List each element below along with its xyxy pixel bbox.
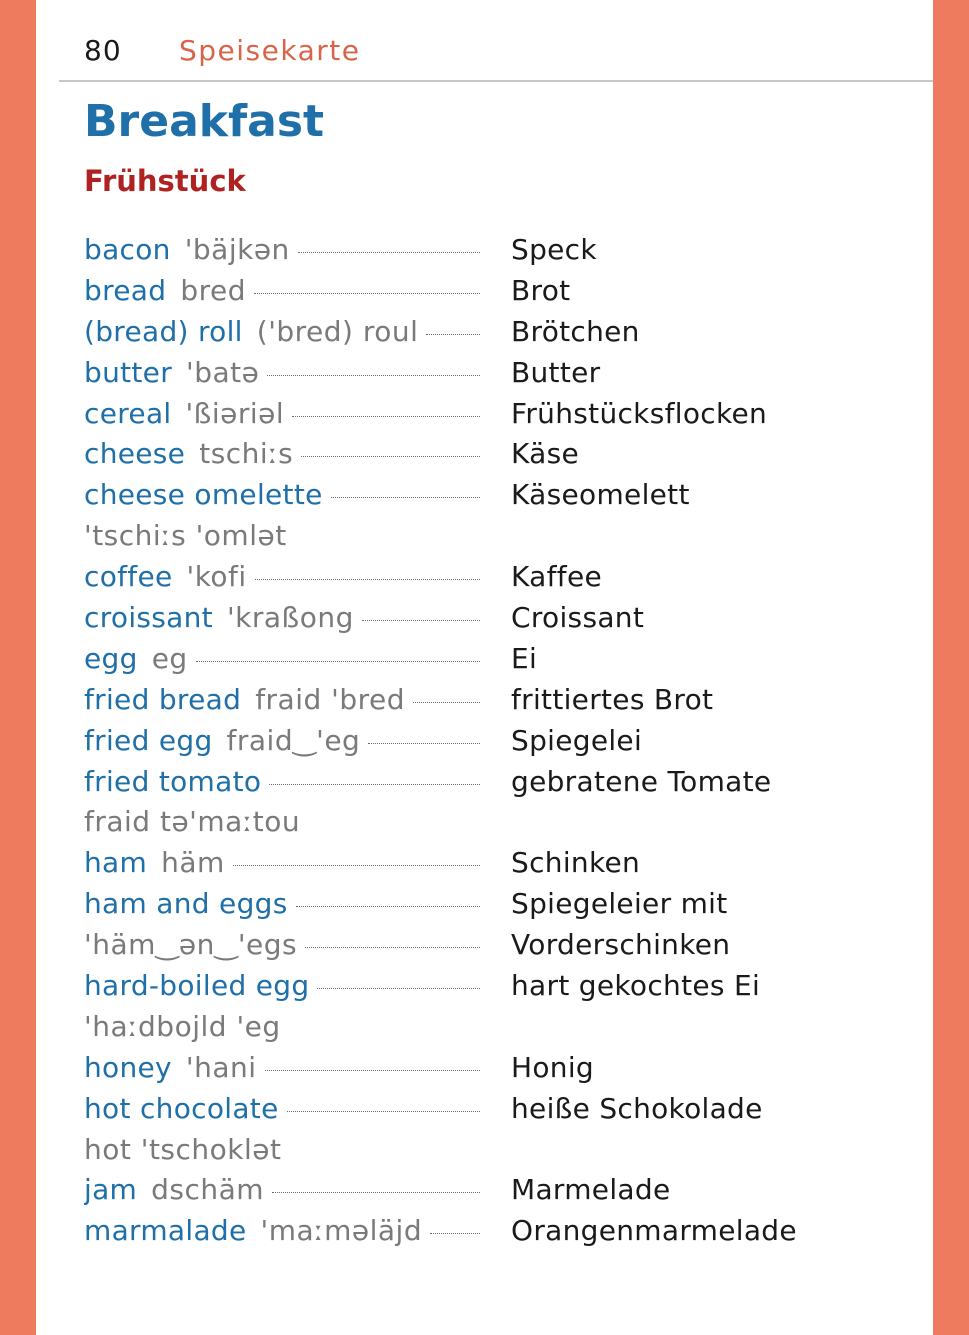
german-translation: Spiegelei [511,723,643,757]
dotted-leader [287,1110,480,1112]
english-term: cereal [84,396,172,430]
dotted-leader [265,1069,480,1071]
vocab-row [84,557,924,598]
english-column [84,475,480,515]
english-column [84,884,480,924]
english-column [84,230,480,270]
dotted-leader [272,1191,480,1193]
dotted-leader [368,742,480,744]
english-column [84,925,480,965]
german-translation: Käseomelett [511,478,690,512]
dotted-leader [331,496,480,498]
dotted-leader [292,415,480,417]
pronunciation: 'batə [186,355,260,389]
page-subtitle: Frühstück [84,164,246,198]
english-term: fried tomato [84,764,262,798]
german-translation: gebratene Tomate [511,764,772,798]
english-column [84,680,480,720]
english-term: (bread) roll [84,314,243,348]
english-term: hard-boiled egg [84,969,310,1003]
english-column [84,1089,480,1129]
english-column [84,271,480,311]
english-term: fried egg [84,723,213,757]
vocab-row [84,884,924,925]
german-translation: hart gekochtes Ei [511,969,761,1003]
pronunciation: ('bred) roul [256,314,419,348]
german-translation: Butter [511,355,601,389]
english-column [84,762,480,802]
vocab-row [84,516,924,557]
english-term: bacon [84,233,171,266]
pronunciation: 'häm‿ən‿'egs [84,928,298,962]
english-term: marmalade [84,1214,247,1248]
vocab-row [84,925,924,966]
english-term: croissant [84,601,213,635]
german-translation: Käse [511,437,580,471]
english-column [84,394,480,434]
dotted-leader [301,455,480,457]
vocab-row [84,1170,924,1211]
english-column [84,1130,480,1170]
dotted-leader [233,864,480,866]
english-column [84,639,480,679]
vocab-row [84,1130,924,1171]
german-translation: Marmelade [511,1173,671,1207]
german-translation: Kaffee [511,560,602,594]
vocabulary-list [84,230,924,1252]
vocab-row [84,353,924,394]
pronunciation: fraid 'bred [255,682,406,716]
german-translation: Brot [511,273,571,307]
german-translation: Speck [511,233,597,266]
vocab-row [84,802,924,843]
pronunciation: 'kraßong [226,601,354,635]
vocab-row [84,434,924,475]
english-term: butter [84,355,173,389]
pronunciation: hot 'tschoklət [84,1132,282,1166]
english-column [84,353,480,393]
english-term: hot chocolate [84,1091,279,1125]
dotted-leader [430,1232,480,1234]
pronunciation: 'haːdbojld 'eg [84,1009,281,1043]
dotted-leader [196,660,480,662]
page-title: Breakfast [84,96,325,147]
english-column [84,434,480,474]
english-term: fried bread [84,682,242,716]
vocab-row [84,230,924,271]
german-translation: Honig [511,1050,594,1084]
dotted-leader [254,292,480,294]
dotted-leader [426,333,480,335]
german-translation: Spiegeleier mit [511,887,728,921]
dotted-leader [296,905,480,907]
english-column [84,1170,480,1210]
german-translation: Ei [511,641,538,675]
german-translation: heiße Schokolade [511,1091,763,1125]
german-translation: frittiertes Brot [511,682,714,716]
vocab-row [84,1211,924,1252]
vocab-row [84,475,924,516]
english-term: honey [84,1050,172,1084]
pronunciation: 'kofi [186,560,247,594]
vocab-row [84,843,924,884]
pronunciation: 'ßiəriəl [185,396,285,430]
vocab-row [84,639,924,680]
english-term: cheese [84,437,186,471]
english-column [84,843,480,883]
english-column [84,598,480,638]
section-title: Speisekarte [179,34,361,67]
english-column [84,1007,480,1047]
vocab-row [84,598,924,639]
pronunciation: 'tschiːs 'omlət [84,519,287,553]
vocab-row [84,1048,924,1089]
dotted-leader [255,578,480,580]
pronunciation: häm [161,846,225,880]
page-number: 80 [84,34,122,67]
german-translation: Orangenmarmelade [511,1214,797,1248]
english-term: ham [84,846,148,880]
german-translation: Brötchen [511,314,640,348]
german-translation: Schinken [511,846,641,880]
pronunciation: bred [180,273,246,307]
dictionary-page [36,0,933,1335]
vocab-row [84,762,924,803]
english-term: egg [84,641,138,675]
pronunciation: dschäm [151,1173,265,1207]
english-column [84,802,480,842]
english-term: bread [84,273,167,307]
vocab-row [84,1007,924,1048]
english-term: ham and eggs [84,887,288,921]
vocab-row [84,312,924,353]
pronunciation: fraid tə'maːtou [84,805,301,839]
pronunciation: fraid‿'eg [226,723,361,757]
vocab-row [84,1089,924,1130]
english-column [84,966,480,1006]
german-translation: Croissant [511,601,645,635]
english-term: coffee [84,560,173,594]
english-column [84,721,480,761]
english-term: cheese omelette [84,478,323,512]
english-column [84,516,480,556]
pronunciation: 'bäjkən [184,233,290,266]
pronunciation: 'hani [185,1050,257,1084]
vocab-row [84,680,924,721]
dotted-leader [298,251,480,253]
pronunciation: 'maːməläjd [260,1214,423,1248]
german-translation: Vorderschinken [511,928,731,962]
vocab-row [84,271,924,312]
dotted-leader [305,946,480,948]
dotted-leader [362,619,480,621]
english-term: jam [84,1173,138,1207]
vocab-row [84,966,924,1007]
dotted-leader [317,987,480,989]
english-column [84,557,480,597]
pronunciation: eg [151,641,188,675]
english-column [84,1211,480,1251]
german-translation: Frühstücksflocken [511,396,768,430]
vocab-row [84,394,924,435]
vocab-row [84,721,924,762]
english-column [84,1048,480,1088]
dotted-leader [413,701,480,703]
pronunciation: tschiːs [199,437,294,471]
english-column [84,312,480,352]
dotted-leader [269,783,480,785]
dotted-leader [267,374,480,376]
header-divider [59,80,933,82]
